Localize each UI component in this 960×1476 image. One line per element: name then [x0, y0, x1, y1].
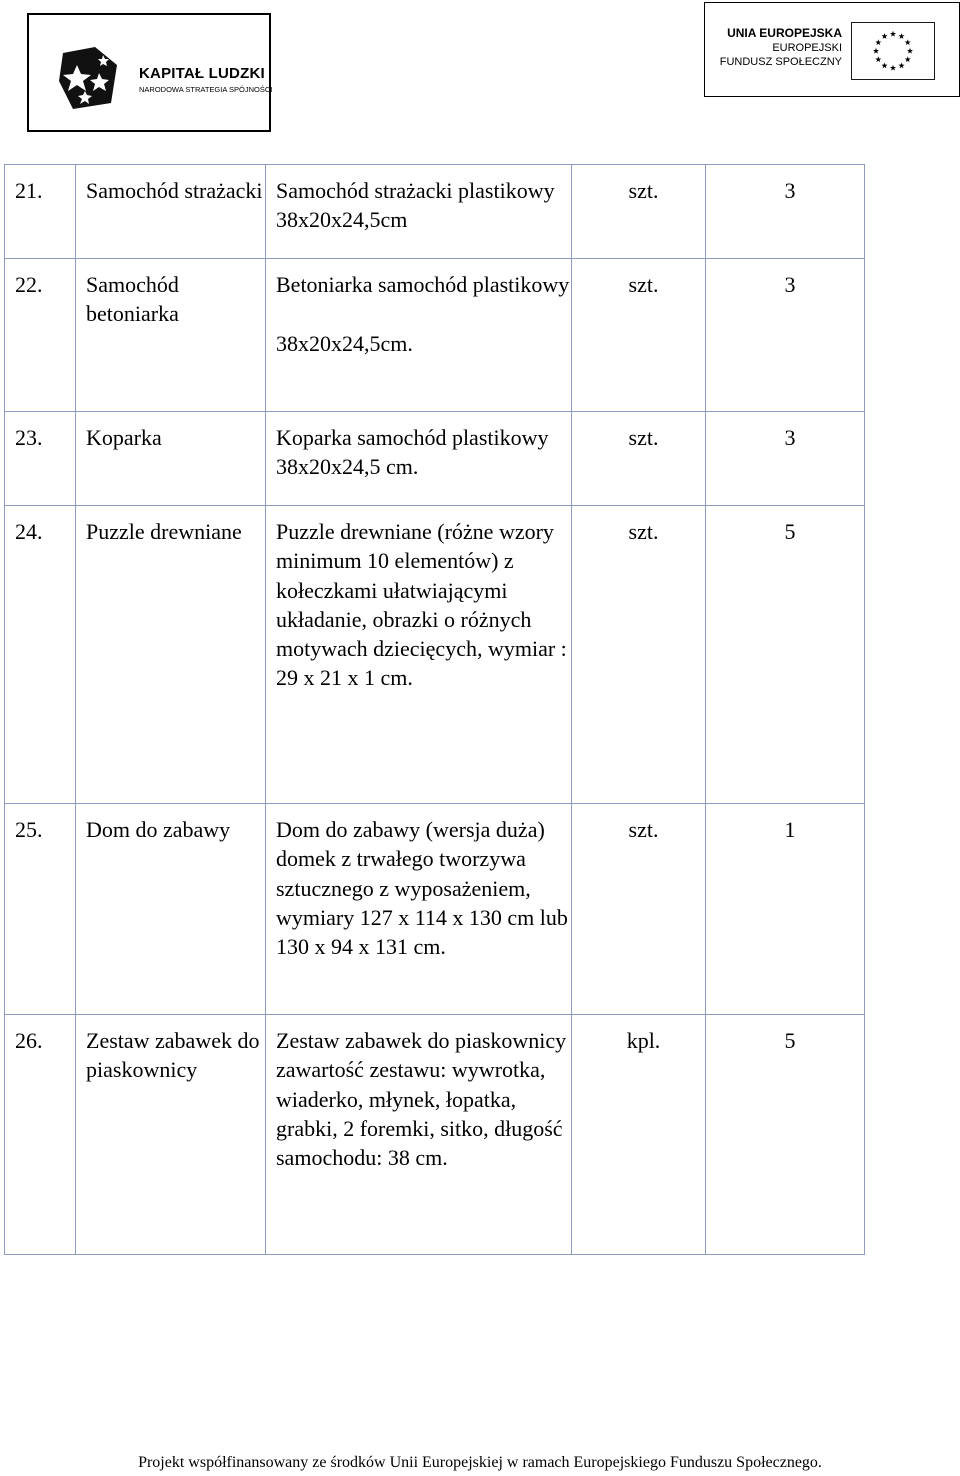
item-name: Puzzle drewniane — [76, 506, 266, 804]
item-unit: szt. — [572, 804, 706, 1015]
item-unit: szt. — [572, 506, 706, 804]
eu-star-icon — [890, 31, 896, 37]
item-description-text: Dom do zabawy (wersja duża) domek z trwałego tworzywa sztucznego z wyposażeniem, wymiary 127 x 114 x 130 cm lub 130 x 94 x 131 cm. — [276, 817, 568, 960]
item-description-text: Samochód strażacki plastikowy 38x20x24,5cm — [276, 178, 555, 233]
item-number: 21. — [5, 165, 76, 259]
item-description — [266, 165, 572, 259]
table-row — [5, 804, 865, 1015]
item-number: 23. — [5, 412, 76, 506]
kapital-ludzki-emblem-icon — [55, 43, 135, 115]
eu-flag-icon — [851, 22, 935, 80]
table-row — [5, 1015, 865, 1255]
eu-star-icon — [881, 33, 887, 39]
table-row — [5, 506, 865, 804]
item-description — [266, 259, 572, 412]
item-description — [266, 412, 572, 506]
footer-text: Projekt współfinansowany ze środków Unii Europejskiej w ramach Europejskiego Funduszu Społecznego. — [138, 1454, 822, 1471]
item-description-dimensions: 38x20x24,5cm. — [276, 331, 413, 357]
item-description-text: Betoniarka samochód plastikowy — [276, 272, 570, 297]
eu-star-icon — [898, 33, 904, 39]
table-row — [5, 259, 865, 412]
item-quantity: 5 — [706, 506, 865, 804]
item-number: 26. — [5, 1015, 76, 1255]
item-number: 24. — [5, 506, 76, 804]
eu-star-icon — [898, 63, 904, 69]
item-number: 22. — [5, 259, 76, 412]
eu-star-icon — [875, 39, 881, 45]
item-description-text: Zestaw zabawek do piaskownicy zawartość zestawu: wywrotka, wiaderko, młynek, łopatka, grabki, 2 foremki, sitko, długość samochodu: 38 cm. — [276, 1028, 567, 1171]
eu-star-icon — [907, 48, 913, 54]
item-quantity: 3 — [706, 412, 865, 506]
item-name: Koparka — [76, 412, 266, 506]
item-description — [266, 804, 572, 1015]
eu-logo — [704, 2, 960, 97]
table-row — [5, 165, 865, 259]
items-table — [4, 164, 865, 1255]
eu-logo-line3: FUNDUSZ SPOŁECZNY — [719, 56, 842, 68]
item-unit: szt. — [572, 259, 706, 412]
eu-star-icon — [890, 65, 896, 71]
eu-star-icon — [881, 63, 887, 69]
item-quantity: 3 — [706, 165, 865, 259]
eu-star-icon — [873, 48, 879, 54]
item-description — [266, 506, 572, 804]
item-name: Samochód strażacki — [76, 165, 266, 259]
item-unit: szt. — [572, 412, 706, 506]
eu-star-icon — [875, 56, 881, 62]
item-number: 25. — [5, 804, 76, 1015]
eu-logo-line1: UNIA EUROPEJSKA — [727, 26, 842, 40]
item-quantity: 1 — [706, 804, 865, 1015]
logo-subtitle: NARODOWA STRATEGIA SPÓJNOŚCI — [139, 85, 273, 94]
logo-title: KAPITAŁ LUDZKI — [139, 65, 265, 82]
item-description-text: Koparka samochód plastikowy 38x20x24,5 cm. — [276, 425, 549, 480]
item-unit: szt. — [572, 165, 706, 259]
item-name: Samochód betoniarka — [76, 259, 266, 412]
item-quantity: 3 — [706, 259, 865, 412]
eu-logo-line2: EUROPEJSKI — [772, 42, 842, 54]
item-name: Dom do zabawy — [76, 804, 266, 1015]
table-row — [5, 412, 865, 506]
item-unit: kpl. — [572, 1015, 706, 1255]
item-quantity: 5 — [706, 1015, 865, 1255]
item-name: Zestaw zabawek do piaskownicy — [76, 1015, 266, 1255]
kapital-ludzki-logo — [27, 13, 271, 132]
item-description-text: Puzzle drewniane (różne wzory minimum 10 elementów) z kołeczkami ułatwiającymi układanie, obrazki o różnych motywach dziecięcych, wymiar : 29 x 21 x 1 cm. — [276, 519, 567, 691]
item-description — [266, 1015, 572, 1255]
eu-logo-text — [720, 26, 842, 69]
eu-star-icon — [905, 56, 911, 62]
eu-star-icon — [905, 39, 911, 45]
